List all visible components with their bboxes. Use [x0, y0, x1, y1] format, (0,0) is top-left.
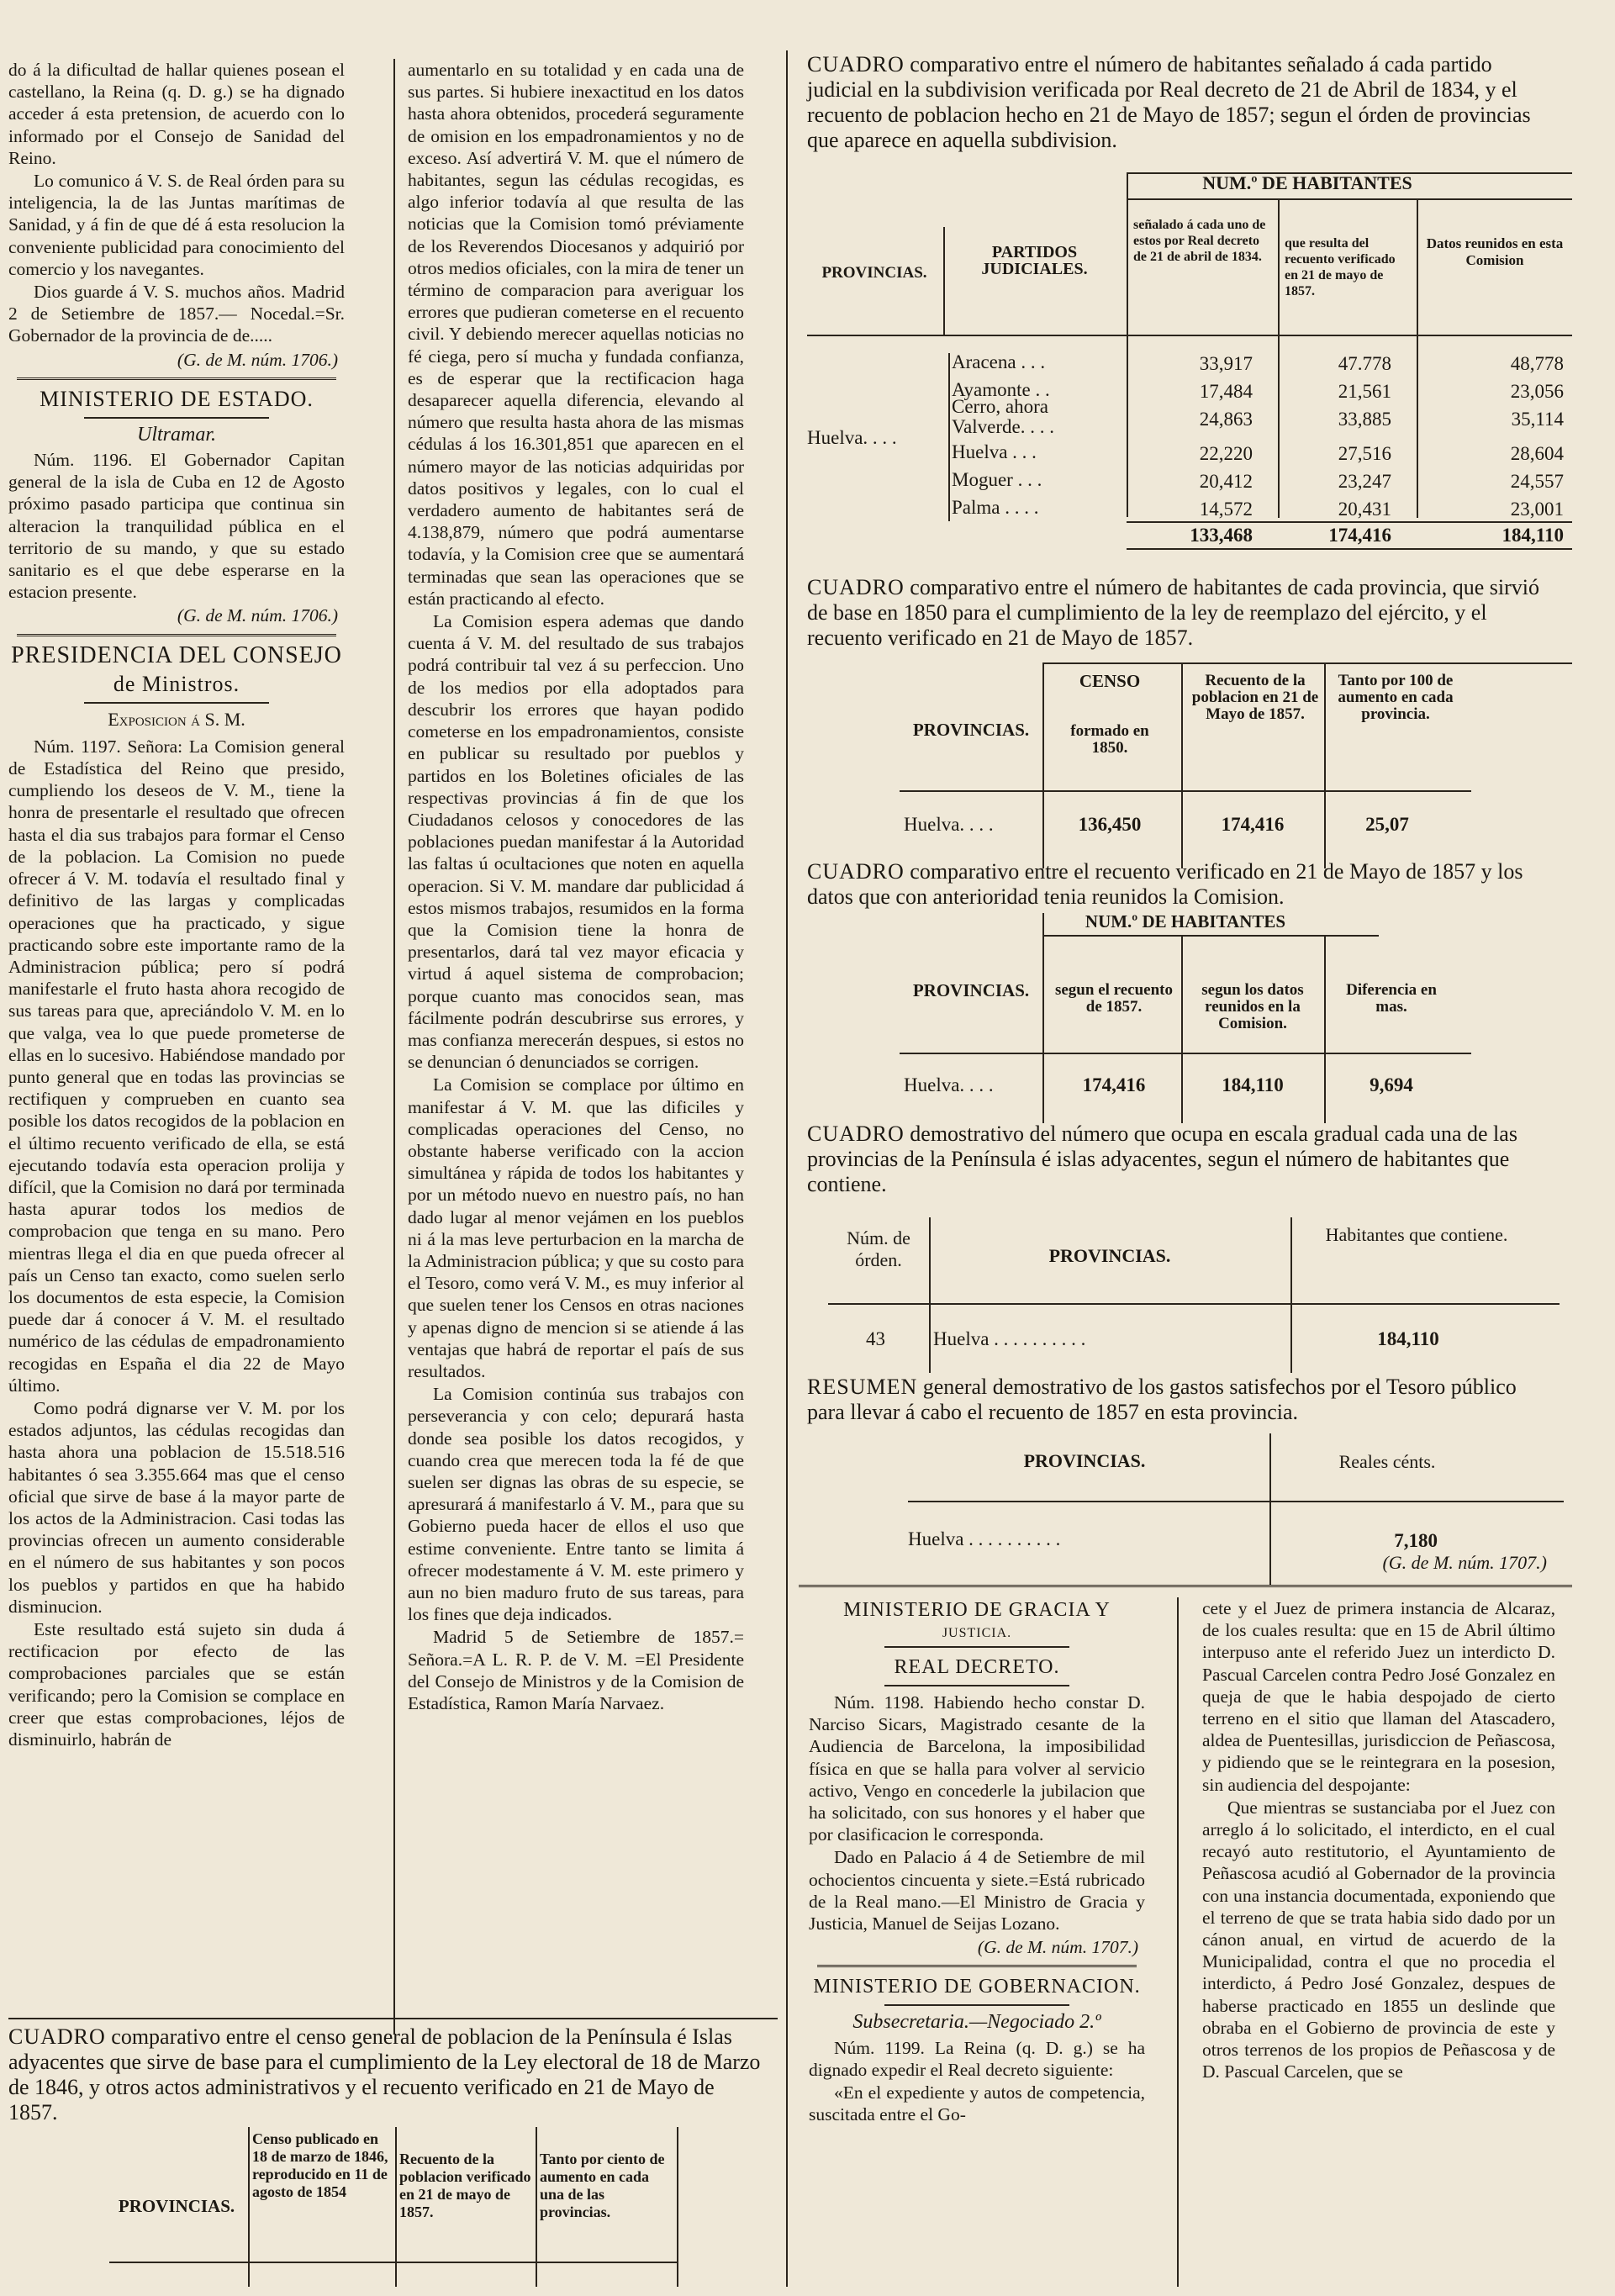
subsection-heading: Subsecretaria.—Negociado 2.º: [852, 2011, 1101, 2034]
cuadro1-value-b: 47.778: [1338, 353, 1391, 374]
cuadro3-header-a: segun el recuento de 1857.: [1054, 981, 1174, 1016]
cuadro1-value-c: 48,778: [1510, 353, 1564, 374]
left-column: [8, 59, 345, 1751]
table-vrule: [1324, 662, 1326, 868]
resumen-title-cap: RESUMEN: [807, 1375, 918, 1399]
cuadro3-header-num: NUM.º DE HABITANTES: [1085, 911, 1286, 932]
cuadro1-province: Huelva. . . .: [807, 427, 897, 448]
table-rule: [109, 2262, 677, 2263]
table-vrule: [1042, 662, 1044, 868]
gazette-reference: (G. de M. núm. 1707.): [1382, 1552, 1547, 1573]
table-vrule: [929, 1217, 931, 1373]
divider: [8, 2018, 778, 2019]
cuadro4-header-num: Núm. de órden.: [847, 1227, 910, 1270]
table-vrule: [1290, 1217, 1292, 1373]
cuadro1-value-c: 24,557: [1510, 471, 1564, 492]
cuadro1-partido: Aracena . . .: [952, 351, 1046, 372]
divider: [884, 2004, 1069, 2006]
cuadro5-title: [8, 2024, 765, 2125]
cuadro2-province: Huelva. . . .: [904, 814, 994, 835]
paragraph: Núm. 1196. El Gobernador Capitan general de la isla de Cuba en 12 de Agosto próximo pasado participa que continua sin alteracion la tranquilidad pública en el territorio de su mando, y que su estado sanitario es el que debe esperarse en la estacion presente.: [8, 450, 345, 603]
cuadro3-diferencia: 9,694: [1370, 1074, 1413, 1095]
resumen-header-provincias: PROVINCIAS.: [1023, 1450, 1146, 1471]
cuadro1-value-a: 22,220: [1199, 443, 1253, 464]
paragraph: do á la dificultad de hallar quienes posean el castellano, la Reina (q. D. g.) se ha dignado acceder á esta pretension, de acuerdo con lo informado por el Consejo de Sanidad del Reino.: [8, 60, 345, 168]
section-heading: MINISTERIO DE ESTADO.: [40, 386, 314, 411]
table-vrule: [1181, 935, 1183, 1123]
table-vrule: [1269, 1433, 1271, 1585]
cuadro1-header-partidos: PARTIDOS JUDICIALES.: [981, 243, 1088, 278]
gazette-reference: (G. de M. núm. 1707.): [977, 1937, 1138, 1958]
table-rule: [1127, 548, 1572, 550]
divider: [84, 702, 269, 704]
paragraph: cete y el Juez de primera instancia de Alcaraz, de los cuales resulta: que en 15 de Abril último interpuso ante el referido Juez un interdicto D. Pascual Carcelen contra Pedro José Gonzalez en queja de que le habia despojado de cierto terreno en el sitio que llaman del Atascadero, aldea de Puentesillas, jurisdiccion de Peñascosa, y pidiendo que se le reintegrara en la posesion, sin audiencia del despojante:: [1202, 1598, 1555, 1795]
cuadro1-total-datos: 184,110: [1502, 525, 1564, 546]
cuadro3-province: Huelva. . . .: [904, 1074, 994, 1095]
cuadro3-datos: 184,110: [1222, 1074, 1284, 1095]
column-divider: [393, 59, 395, 2035]
cuadro3-title-text: comparativo entre el recuento verificado en 21 de Mayo de 1857 y los datos que con anterioridad tenia reunidos la Comision.: [807, 859, 1523, 909]
paragraph: Núm. 1197. Señora: La Comision general de Estadística del Reino que presido, cumpliendo los deseos de V. M., tiene la honra de presentarle el resultado que ofrecen hasta el dia sus trabajos para formar el Censo de la poblacion. La Comision no puede ofrecer á V. M. todavía el resultado final y definitivo de las largas y complicadas operaciones que ha practicado, y sigue practicando sobre este importante ramo de la Administracion pública; pero sí podrá manifestarle el fruto hasta ahora recogido de sus tareas para que, apreciándolo V. M. en lo que valga, vea lo que puede prometerse de ellas en lo sucesivo. Habiéndose mandado por punto general que en todas las provincias se rectifiquen y comprueben en cuanto sea posible los datos recogidos de la poblacion en el último recuento verificado de ella, se está ejecutando todavía esta operacion prolija y difícil, que la Comision no dará por terminada hasta apurar todos los medios de comprobacion que tenga en su mano. Pero mientras llega el dia en que pueda ofrecer al país un Censo tan exacto, como suelen serlo los documentos de esta especie, la Comision puede dar á conocer á V. M. el resultado numérico de las cédulas de empadronamiento recogidas en España el dia 22 de Mayo último.: [8, 736, 345, 1396]
cuadro1-value-a: 17,484: [1199, 381, 1253, 402]
cuadro3-header-provincias: PROVINCIAS.: [912, 980, 1030, 1000]
section-subheading: de Ministros.: [113, 671, 240, 696]
resumen-value: 7,180: [1394, 1530, 1438, 1551]
divider: [884, 1646, 1069, 1648]
cuadro1-title-cap: CUADRO: [807, 52, 905, 77]
paragraph: Dios guarde á V. S. muchos años. Madrid 2 de Setiembre de 1857.— Nocedal.=Sr. Gobernador de la provincia de de.....: [8, 282, 345, 346]
table-vrule: [1278, 198, 1280, 518]
cuadro5-header-provincias: PROVINCIAS.: [118, 2196, 235, 2216]
table-vrule: [1042, 913, 1044, 1123]
cuadro2-recuento-1857: 174,416: [1221, 814, 1285, 835]
cuadro3-header-c: Diferencia en mas.: [1346, 981, 1437, 1016]
cuadro4-title-cap: CUADRO: [807, 1122, 905, 1146]
cuadro1-total-1857: 174,416: [1328, 525, 1391, 546]
cuadro1-value-b: 27,516: [1338, 443, 1391, 464]
cuadro1-title-text: comparativo entre el número de habitantes señalado á cada partido judicial en la subdivision verificada por Real decreto de 21 de Abril de 1834, y el recuento de poblacion hecho en 21 de Mayo de 1857; segun el órden de provincias que aparece en aquella subdivision.: [807, 52, 1531, 152]
cuadro2-tanto: 25,07: [1365, 814, 1409, 835]
cuadro1-header-provincias: PROVINCIAS.: [821, 264, 927, 282]
paragraph: Núm. 1198. Habiendo hecho constar D. Narciso Sicars, Magistrado cesante de la Audiencia de Barcelona, la imposibilidad física en que se halla para volver al servicio activo, Vengo en concederle la jubilacion que ha solicitado, con sus honores y el haber que por clasificacion le corresponda.: [809, 1692, 1145, 1845]
cuadro1-partido: Palma . . . .: [952, 497, 1039, 518]
cuadro1-value-c: 23,056: [1510, 381, 1564, 402]
paragraph: Núm. 1199. La Reina (q. D. g.) se ha dignado expedir el Real decreto siguiente:: [809, 2037, 1145, 2080]
cuadro3-title-cap: CUADRO: [807, 859, 905, 884]
table-vrule: [948, 353, 950, 521]
cuadro5-header-recuento: Recuento de la poblacion verificado en 21 de mayo de 1857.: [399, 2151, 531, 2220]
paragraph: Dado en Palacio á 4 de Setiembre de mil ochocientos cincuenta y siete.=Está rubricado de la Real mano.—El Ministro de Gracia y Justicia, Manuel de Seijas Lozano.: [809, 1847, 1145, 1934]
section-heading: MINISTERIO DE GRACIA Y: [843, 1599, 1111, 1621]
cuadro1-partido: Huelva . . .: [952, 441, 1037, 462]
paragraph: La Comision continúa sus trabajos con perseverancia y con celo; depurará hasta donde sea posible los datos recogidos, y cuando crea que merecen toda la fé de que suelen ser dignas las obras de su especie, se apresurará á manifestarlo á V. M., para que su Gobierno pueda hacer de ellos el uso que estime conveniente. Entre tanto se limita á ofrecer modestamente á V. M. este primero y aun no bien maduro fruto de sus tareas, para los fines que deja indicados.: [408, 1384, 744, 1625]
middle-column: [408, 59, 744, 1715]
cuadro5-header-tanto: Tanto por ciento de aumento en cada una de las provincias.: [540, 2151, 665, 2220]
cuadro1-value-c: 35,114: [1511, 409, 1564, 430]
resumen-province: Huelva . . . . . . . . . .: [908, 1528, 1061, 1549]
table-vrule: [1324, 935, 1326, 1123]
section-heading: MINISTERIO DE GOBERNACION.: [813, 1976, 1141, 1998]
cuadro1-value-a: 24,863: [1199, 409, 1253, 430]
table-rule: [900, 790, 1471, 792]
cuadro1-value-c: 23,001: [1510, 499, 1564, 520]
cuadro2-header-censo2: formado en 1850.: [1070, 722, 1149, 757]
resumen-header-reales: Reales cénts.: [1338, 1451, 1436, 1472]
right-column: [1202, 1597, 1555, 2083]
subsection-heading: Ultramar.: [136, 423, 217, 446]
paragraph: Madrid 5 de Setiembre de 1857.= Señora.=A L. R. P. de V. M. =El Presidente del Consejo de Ministros y de la Comision de Estadística, Ramon María Narvaez.: [408, 1627, 744, 1714]
cuadro1-header-sub-1834: señalado á cada uno de estos por Real decreto de 21 de abril de 1834.: [1133, 218, 1266, 264]
cuadro2-header-censo: CENSO: [1079, 671, 1141, 691]
cuadro1-title: [807, 52, 1555, 153]
exposition-title: Exposicion á S. M.: [108, 708, 245, 730]
cuadro1-partido: Ayamonte . .: [952, 379, 1050, 400]
column-divider: [1177, 1597, 1179, 2287]
cuadro1-partido: Cerro, ahora Valverde. . . .: [952, 396, 1054, 437]
table-vrule: [677, 2127, 678, 2287]
table-vrule: [1181, 662, 1183, 868]
paragraph: Como podrá dignarse ver V. M. por los estados adjuntos, las cédulas recogidas dan hasta ahora una poblacion de 15.518.516 habitantes ó sea 3.355.664 mas que el censo oficial que sirve de base á la mayor parte de los actos de la Administracion. Casi todas las provincias ofrecen un aumento considerable en el número de sus habitantes y son pocos los pueblos y partidos en que ha habido disminucion.: [8, 1397, 345, 1617]
gazette-reference: (G. de M. núm. 1706.): [177, 349, 338, 370]
divider: [17, 634, 336, 636]
paragraph: La Comision espera ademas que dando cuenta á V. M. del resultado de sus trabajos podrá contribuir tal vez á su perfeccion. Uno de los medios por ella adoptados para descubrir los errores que hayan podido cometerse en los empadronamientos, consiste en publicar su resultado por pueblos y partidos en los Boletines oficiales de las respectivas provincias á fin de que los Ciudadanos celosos y conocedores de las poblaciones puedan manifestar á la Autoridad las faltas ú ocultaciones que noten en aquella operacion. Si V. M. mandare dar publicidad á estos mismos trabajos, resumidos en la forma que la Comision tiene la honra de presentarlos, dará tal vez mayor eficacia y virtud á aquel sistema de comprobacion; porque cuanto mas conocidos sean, mas fácilmente podrán descubrirse sus errores, y mas confianza merecerán despues, si estos no se denuncian ó denunciados se corrigen.: [408, 611, 744, 1073]
cuadro1-value-b: 21,561: [1338, 381, 1391, 402]
cuadro1-header-sub-1857: que resulta del recuento verificado en 21 de mayo de 1857.: [1285, 236, 1396, 298]
paragraph: La Comision se complace por último en manifestar á V. M. que las dificiles y complicadas operaciones del Censo, no obstante haberse verificado con la accion simultánea y rápida de todos los habitantes y por un método nuevo en nuestro país, no han dado lugar al menor vejámen en los pueblos ni á la mas leve perturbacion en la marcha de la Administracion pública; y que su costo para el Tesoro, como verá V. M., es muy inferior al que suelen tener los Censos en otras naciones y apenas digno de mencion si se atiende á las ventajas que habrá de reportar el país de sus resultados.: [408, 1074, 744, 1381]
gazette-reference: (G. de M. núm. 1706.): [177, 605, 338, 626]
divider: [17, 377, 336, 380]
paragraph: Este resultado está sujeto sin duda á rectificacion por efecto de las comprobaciones parciales que se están verificando; pero la Comision se complace en creer que estas comprobaciones, léjos de disminuirlo, habrán de: [8, 1619, 345, 1750]
cuadro4-province: Huelva . . . . . . . . . .: [933, 1328, 1086, 1349]
cuadro2-title-cap: CUADRO: [807, 575, 905, 599]
cuadro1-value-a: 14,572: [1199, 499, 1253, 520]
cuadro1-header-num: NUM.º DE HABITANTES: [1202, 172, 1412, 193]
cuadro1-value-b: 23,247: [1338, 471, 1391, 492]
divider: [799, 1585, 1572, 1587]
cuadro3-recuento: 174,416: [1082, 1074, 1146, 1095]
paragraph: Que mientras se sustanciaba por el Juez con arreglo á lo solicitado, el interdicto, en el cual recayó auto restitutorio, el Ayuntamiento de Peñascosa acudió al Gobernador de la provincia con una instancia documentada, exponiendo que el terreno de que se trata habia sido dado por un cánon anual, en virtud de acuerdo de la Municipalidad, contra el que no procedia el interdicto, á Pedro José Gonzalez, despues de haberse practicado en 1855 un deslinde que obraba en el Gobierno de provincia de este y otros terrenos de los propios de Peñascosa y de D. Pascual Carcelen, que se: [1202, 1797, 1555, 2082]
paragraph: aumentarlo en su totalidad y en cada una de sus partes. Si hubiere inexactitud en los datos hasta ahora obtenidos, procederá seguramente de omision en los empadronamientos y no de exceso. Así advertirá V. M. que el número de habitantes, segun las cédulas recogidas, es algo inferior todavía al que resulta de las noticias que la Comision tomó préviamente de los Reverendos Diocesanos y adquirió por otros medios oficiales, con la mira de tener un término de comparacion para averiguar los errores que pudieran cometerse en el recuento civil. Y debiendo merecer aquellas noticias no fé ciega, pero sí mucha y fundada confianza, es de esperar que la rectificacion haga desaparecer aquella diferencia, elevando al número que resulta hasta ahora de las mismas cédulas á los 16.301,851 que aparecen en el número mayor de las noticias adquiridas por datos positivos y legales, con lo cual el verdadero aumento de habitantes será de 4.138,879, número que podrá aumentarse todavía, y la Comision cree que se aumentará terminadas que sean las operaciones que se están practicando al efecto.: [408, 60, 744, 609]
paragraph: Lo comunico á V. S. de Real órden para su inteligencia, la de las Juntas marítimas de Sanidad, y á fin de que dé á esta resolucion la conveniente publicidad para conocimiento del comercio y los navegantes.: [8, 171, 345, 279]
cuadro1-value-a: 20,412: [1199, 471, 1253, 492]
table-rule: [900, 1053, 1471, 1054]
cuadro4-title-text: demostrativo del número que ocupa en escala gradual cada una de las provincias de la Península é islas adyacentes, segun el número de habitantes que contiene.: [807, 1122, 1517, 1196]
decree-title: REAL DECRETO.: [894, 1656, 1060, 1678]
cuadro2-title-text: comparativo entre el número de habitantes de cada provincia, que sirvió de base en 1850 para el cumplimiento de la ley de reemplazo del ejército, y el recuento verificado en 21 de Mayo de 1857.: [807, 575, 1539, 650]
cuadro2-header-recuento: Recuento de la poblacion en 21 de Mayo de 1857.: [1191, 672, 1319, 723]
table-rule: [807, 335, 1572, 336]
column-divider: [786, 50, 788, 2287]
table-vrule: [943, 227, 945, 335]
divider: [817, 1965, 1137, 1967]
cuadro1-header-datos: Datos reunidos en esta Comision: [1426, 235, 1564, 268]
cuadro5-title-text: comparativo entre el censo general de poblacion de la Península é Islas adyacentes que sirve de base para el cumplimiento de la Ley electoral de 18 de Marzo de 1846, y otros actos administrativos y el recuento verificado en 21 de Mayo de 1857.: [8, 2024, 761, 2124]
table-rule: [1127, 198, 1572, 200]
table-vrule: [1417, 198, 1418, 518]
cuadro4-habitantes: 184,110: [1377, 1328, 1439, 1349]
cuadro1-total-1834: 133,468: [1190, 525, 1253, 546]
resumen-title: [807, 1375, 1555, 1425]
cuadro2-header-provincias: PROVINCIAS.: [912, 720, 1030, 740]
table-rule: [1042, 662, 1572, 664]
gracia-column: [809, 1597, 1145, 2126]
cuadro1-value-b: 33,885: [1338, 409, 1391, 430]
table-rule: [908, 1501, 1564, 1502]
divider: [84, 417, 269, 419]
cuadro4-header-provincias: PROVINCIAS.: [1048, 1245, 1171, 1266]
cuadro4-title: [807, 1122, 1555, 1197]
table-vrule: [1127, 172, 1128, 517]
cuadro1-value-a: 33,917: [1199, 353, 1253, 374]
section-subheading: JUSTICIA.: [942, 1626, 1012, 1640]
resumen-title-text: general demostrativo de los gastos satisfechos por el Tesoro público para llevar á cabo el recuento de 1857 en esta provincia.: [807, 1375, 1517, 1424]
cuadro3-title: [807, 859, 1555, 910]
cuadro2-title: [807, 575, 1555, 651]
cuadro2-header-tanto: Tanto por 100 de aumento en cada provincia.: [1338, 672, 1454, 723]
cuadro5-title-cap: CUADRO: [8, 2024, 106, 2049]
divider: [884, 1685, 1069, 1686]
cuadro3-header-b: segun los datos reunidos en la Comision.: [1201, 981, 1304, 1032]
cuadro2-censo-1850: 136,450: [1078, 814, 1142, 835]
table-rule: [1042, 935, 1379, 937]
cuadro4-header-hab: Habitantes que contiene.: [1325, 1224, 1508, 1245]
cuadro1-value-c: 28,604: [1510, 443, 1564, 464]
table-rule: [828, 1303, 1560, 1305]
cuadro5-header-censo: Censo publicado en 18 de marzo de 1846, reproducido en 11 de agosto de 1854: [252, 2130, 388, 2200]
section-heading: PRESIDENCIA DEL CONSEJO: [11, 641, 342, 668]
paragraph: «En el expediente y autos de competencia, suscitada entre el Go-: [809, 2082, 1145, 2125]
table-rule: [1127, 521, 1572, 523]
cuadro4-orden: 43: [866, 1328, 885, 1349]
cuadro1-value-b: 20,431: [1338, 499, 1391, 520]
cuadro1-partido: Moguer . . .: [952, 469, 1042, 490]
